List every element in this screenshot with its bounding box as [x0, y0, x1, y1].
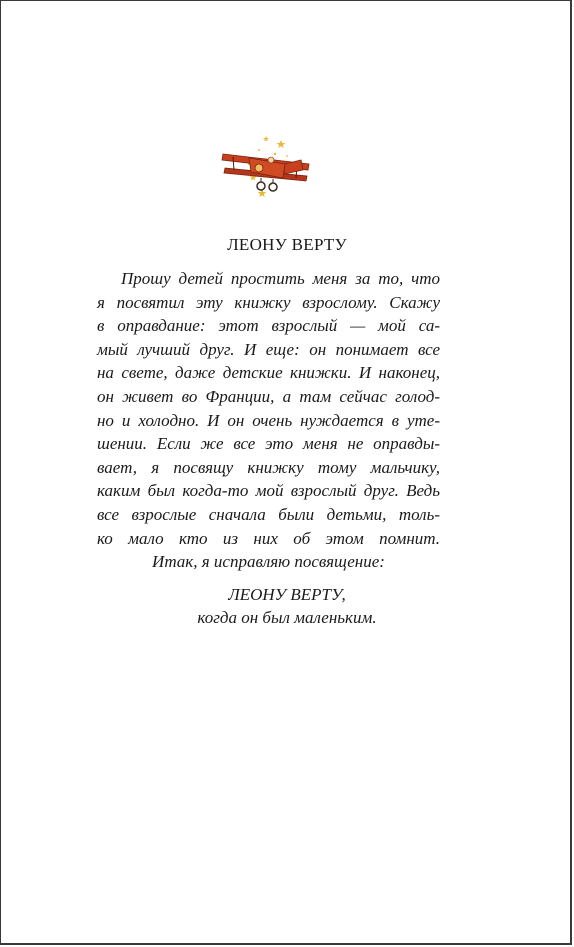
- body-line: но и холодно. И он очень нуждается в уте-: [97, 410, 440, 430]
- closing-name: ЛЕОНУ ВЕРТУ,: [228, 585, 346, 604]
- body-line: ко мало кто из них об этом помнит.: [97, 528, 440, 548]
- closing-subtitle: когда он был маленьким.: [197, 608, 377, 627]
- body-line: шении. Если же все это меня не оправды-: [97, 434, 440, 454]
- body-line: все взрослые сначала были детьми, толь-: [97, 504, 440, 524]
- body-line: в оправдание: этот взрослый — мой са-: [97, 316, 440, 336]
- body-line: каким был когда-то мой взрослый друг. Ведь: [97, 481, 440, 501]
- body-line: Итак, я исправляю посвящение:: [152, 552, 385, 572]
- biplane-illustration: [219, 134, 315, 200]
- body-line: мый лучший друг. И еще: он понимает все: [97, 339, 440, 359]
- body-line: я посвятил эту книжку взрослому. Скажу: [97, 292, 440, 312]
- dedication-title: ЛЕОНУ ВЕРТУ: [227, 235, 347, 254]
- body-line: вает, я посвящу книжку тому мальчику,: [97, 457, 440, 477]
- body-line: на свете, даже детские книжки. И наконец,: [97, 363, 440, 383]
- dedication-body: [97, 267, 440, 574]
- body-line: он живет во Франции, а там сейчас голод-: [97, 386, 440, 406]
- body-line: Прошу детей простить меня за то, что: [121, 269, 440, 288]
- dedication-closing: [0, 583, 574, 629]
